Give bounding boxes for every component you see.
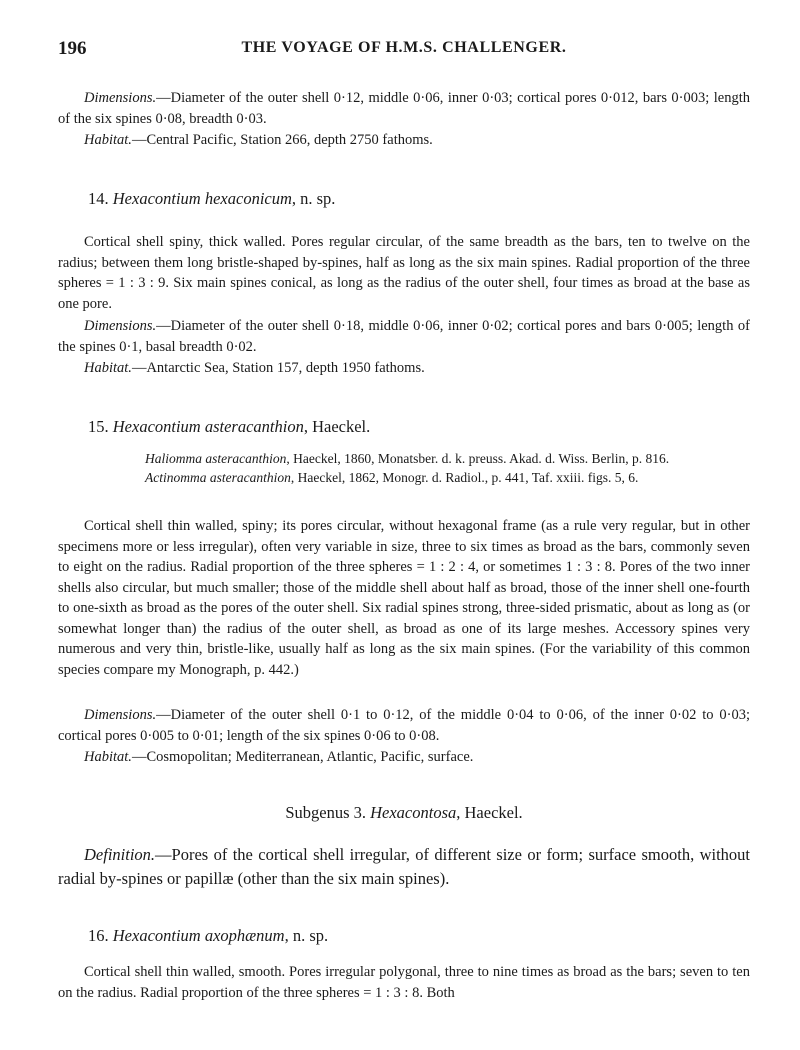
- species-authority: , n. sp.: [291, 189, 336, 208]
- habitat-label: Habitat.: [84, 360, 132, 376]
- species-number: 14.: [88, 189, 109, 208]
- synonym-entry: [145, 469, 750, 488]
- dimensions-label: Dimensions.: [84, 707, 157, 723]
- definition-text: —Pores of the cortical shell irregular, of different size or form; surface smooth, without radial by-spines or papillæ (other than the six main spines).: [58, 845, 750, 888]
- definition-paragraph: [58, 843, 750, 891]
- dimensions-paragraph-15: [58, 705, 750, 746]
- species-name: Hexacontium hexaconicum: [112, 189, 292, 208]
- subgenus-name: Hexacontosa: [370, 803, 457, 822]
- synonym-reference: , Haeckel, 1860, Monatsber. d. k. preuss. Akad. d. Wiss. Berlin, p. 816.: [286, 451, 670, 466]
- species-description-15: Cortical shell thin walled, spiny; its pores circular, without hexagonal frame (as a rule very regular, but in other specimens more or less irregular), often very variable in size, three to six times as broad as the bars, commonly seven to eight on the radius. Radial proportion of the three spheres = 1 : 2 : 4, or sometimes 1 : 3 : 8. Pores of the two inner shells also circular, but much smaller; those of the middle shell about half as broad, those of the inner shell one-fourth to one-sixth as broad as the pores of the outer shell. Six radial spines strong, three-sided prismatic, about as long as (or somewhat longer than) the radius of the outer shell, as broad as one of its large meshes. Accessory spines very numerous and very thin, bristle-like, usually half as long as the six main spines. (For the variability of this common species compare my Monograph, p. 442.): [58, 518, 750, 678]
- species-authority: , Haeckel.: [303, 417, 371, 436]
- species-name: Hexacontium axophænum: [112, 926, 285, 945]
- habitat-paragraph-14: [58, 358, 750, 379]
- synonym-name: Haliomma asteracanthion: [145, 451, 287, 466]
- page-header: [58, 38, 750, 64]
- habitat-paragraph-prev: [58, 130, 750, 151]
- subgenus-prefix: Subgenus 3.: [285, 803, 371, 822]
- subgenus-heading: [58, 802, 750, 824]
- subgenus-authority: , Haeckel.: [456, 803, 523, 822]
- dimensions-paragraph-14: [58, 316, 750, 357]
- species-description-14: Cortical shell spiny, thick walled. Pores regular circular, of the same breadth as the bars, ten to twelve on the radius; between them long bristle-shaped by-spines, half as long as the six main spines. Radial proportion of the three spheres = 1 : 3 : 9. Six main spines conical, as long as the radius of the outer shell, four times as broad at the base as one pore.: [58, 234, 750, 312]
- dimensions-text: —Diameter of the outer shell 0·18, middle 0·06, inner 0·02; cortical pores and bars 0·005; length of the spines 0·1, basal breadth 0·02.: [58, 318, 750, 355]
- dimensions-label: Dimensions.: [84, 90, 157, 106]
- definition-label: Definition.: [84, 845, 156, 864]
- habitat-text: —Central Pacific, Station 266, depth 2750 fathoms.: [131, 132, 433, 148]
- dimensions-text: —Diameter of the outer shell 0·12, middle 0·06, inner 0·03; cortical pores 0·012, bars 0·003; length of the six spines 0·08, breadth 0·03.: [58, 90, 750, 127]
- dimensions-label: Dimensions.: [84, 318, 157, 334]
- habitat-text: —Antarctic Sea, Station 157, depth 1950 fathoms.: [131, 360, 425, 376]
- synonymy-list: [145, 450, 750, 487]
- dimensions-paragraph-prev: [58, 88, 750, 129]
- species-description-16: Cortical shell thin walled, smooth. Pores irregular polygonal, three to nine times as broad as the bars; seven to ten on the radius. Radial proportion of the three spheres = 1 : 3 : 8. Both: [58, 964, 750, 1001]
- habitat-text: —Cosmopolitan; Mediterranean, Atlantic, Pacific, surface.: [131, 749, 474, 765]
- species-heading-15: [58, 416, 750, 438]
- habitat-label: Habitat.: [84, 132, 132, 148]
- synonym-reference: , Haeckel, 1862, Monogr. d. Radiol., p. 441, Taf. xxiii. figs. 5, 6.: [290, 469, 639, 485]
- species-authority: , n. sp.: [284, 926, 329, 945]
- species-heading-16: [58, 925, 750, 947]
- page-number: 196: [58, 38, 87, 59]
- species-number: 16.: [88, 926, 109, 945]
- species-number: 15.: [88, 417, 109, 436]
- species-heading-14: [58, 188, 750, 210]
- synonym-entry: [145, 450, 750, 469]
- habitat-paragraph-15: [58, 747, 750, 768]
- habitat-label: Habitat.: [84, 749, 132, 765]
- dimensions-text: —Diameter of the outer shell 0·1 to 0·12, of the middle 0·04 to 0·06, of the inner 0·02 to 0·03; cortical pores 0·005 to 0·01; length of the six spines 0·06 to 0·08.: [58, 707, 750, 744]
- synonym-name: Actinomma asteracanthion: [145, 469, 291, 485]
- running-title: THE VOYAGE OF H.M.S. CHALLENGER.: [241, 39, 567, 56]
- species-name: Hexacontium asteracanthion: [112, 417, 304, 436]
